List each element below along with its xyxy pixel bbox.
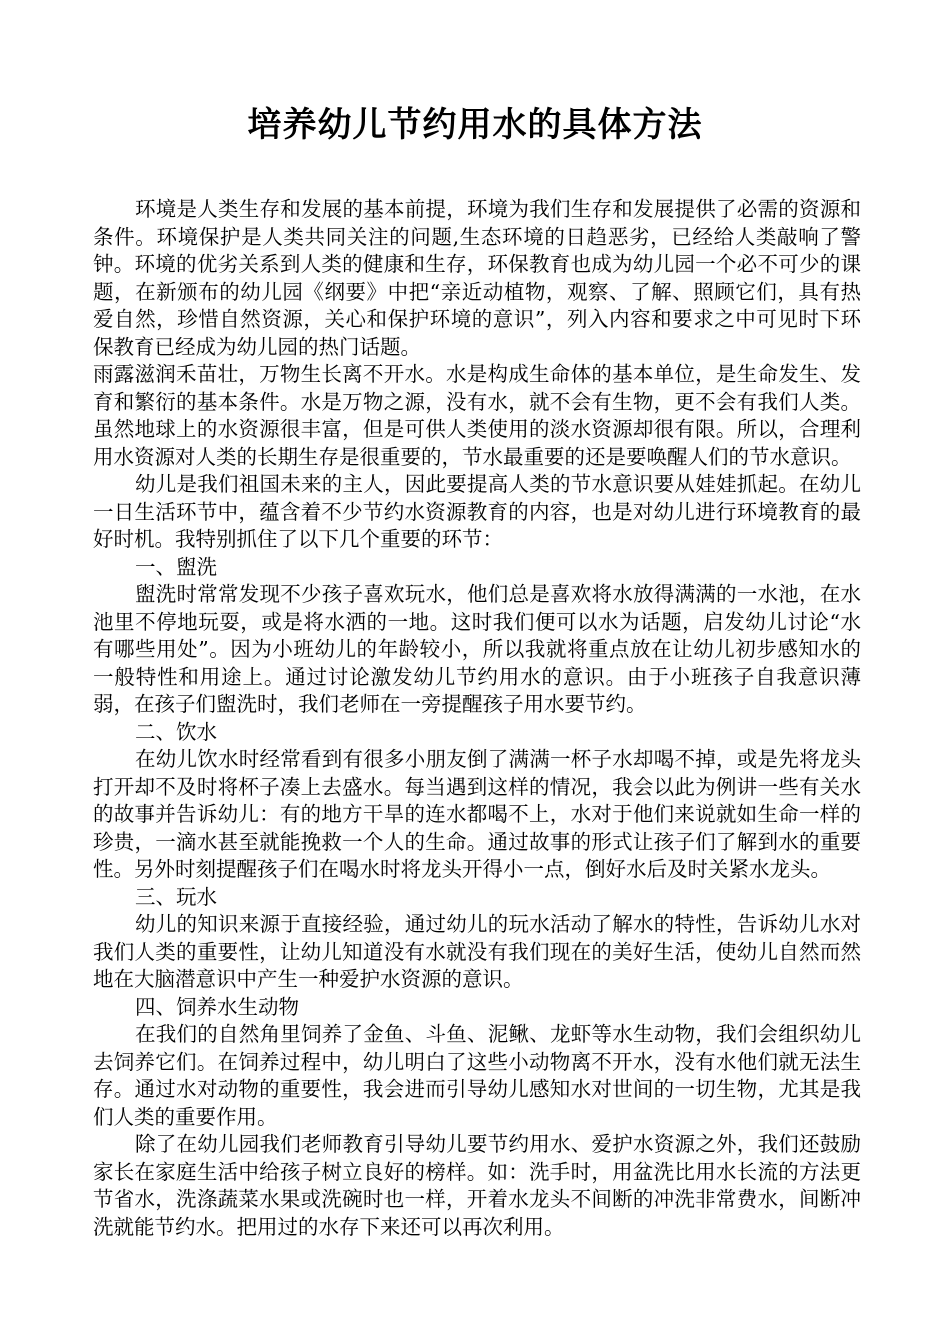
paragraph-drinking: 在幼儿饮水时经常看到有很多小朋友倒了满满一杯子水却喝不掉，或是先将龙头打开却不及时将杯子凑上去盛水。每当遇到这样的情况，我会以此为例讲一些有关水的故事并告诉幼儿：有的地方干旱的连水都喝不上，水对于他们来说就如生命一样的珍贵，一滴水甚至就能挽救一个人的生命。通过故事的形式让孩子们了解到水的重要性。另外时刻提醒孩子们在喝水时将龙头开得小一点，倒好水后及时关紧水龙头。 [93,747,861,881]
document-title: 培养幼儿节约用水的具体方法 [247,105,703,145]
paragraph-water-importance: 雨露滋润禾苗壮，万物生长离不开水。水是构成生命体的基本单位，是生命发生、发育和繁衍的基本条件。水是万物之源，没有水，就不会有生物，更不会有我们人类。虽然地球上的水资源很丰富，但是可供人类使用的淡水资源却很有限。所以，合理利用水资源对人类的长期生存是很重要的，节水最重要的还是要唤醒人们的节水意识。 [93,362,861,469]
paragraph-washing: 盥洗时常常发现不少孩子喜欢玩水，他们总是喜欢将水放得满满的一水池，在水池里不停地玩耍，或是将水洒的一地。这时我们便可以水为话题，启发幼儿讨论“水有哪些用处”。因为小班幼儿的年龄较小，所以我就将重点放在让幼儿初步感知水的一般特性和用途上。通过讨论激发幼儿节约用水的意识。由于小班孩子自我意识薄弱，在孩子们盥洗时，我们老师在一旁提醒孩子用水要节约。 [93,582,861,716]
section-heading-aquatic-animals: 四、饲养水生动物 [135,994,299,1019]
section-heading-washing: 一、盥洗 [135,554,217,579]
paragraph-aquatic-animals: 在我们的自然角里饲养了金鱼、斗鱼、泥鳅、龙虾等水生动物，我们会组织幼儿去饲养它们。在饲养过程中，幼儿明白了这些小动物离不开水，没有水他们就无法生存。通过水对动物的重要性，我会进而引导幼儿感知水对世间的一切生物，尤其是我们人类的重要作用。 [93,1022,861,1129]
paragraph-intro-environment: 环境是人类生存和发展的基本前提，环境为我们生存和发展提供了必需的资源和条件。环境保护是人类共同关注的问题,生态环境的日趋恶劣，已经给人类敲响了警钟。环境的优劣关系到人类的健康和生存，环保教育也成为幼儿园一个必不可少的课题，在新颁布的幼儿园《纲要》中把“亲近动植物，观察、了解、照顾它们，具有热爱自然，珍惜自然资源，关心和保护环境的意识”，列入内容和要求之中可见时下环保教育已经成为幼儿园的热门话题。 [93,197,861,359]
paragraph-children-awareness: 幼儿是我们祖国未来的主人，因此要提高人类的节水意识要从娃娃抓起。在幼儿一日生活环节中，蕴含着不少节约水资源教育的内容，也是对幼儿进行环境教育的最好时机。我特别抓住了以下几个重要的环节： [93,472,861,551]
section-heading-playing-water: 三、玩水 [135,884,217,909]
paragraph-family-example: 除了在幼儿园我们老师教育引导幼儿要节约用水、爱护水资源之外，我们还鼓励家长在家庭生活中给孩子树立良好的榜样。如：洗手时，用盆洗比用水长流的方法更节省水，洗涤蔬菜水果或洗碗时也一样，开着水龙头不间断的冲洗非常费水，间断冲洗就能节约水。把用过的水存下来还可以再次利用。 [93,1132,861,1239]
section-heading-drinking: 二、饮水 [135,719,217,744]
paragraph-playing-water: 幼儿的知识来源于直接经验，通过幼儿的玩水活动了解水的特性，告诉幼儿水对我们人类的重要性，让幼儿知道没有水就没有我们现在的美好生活，使幼儿自然而然地在大脑潜意识中产生一种爱护水资源的意识。 [93,912,861,991]
document-body [93,196,861,1241]
